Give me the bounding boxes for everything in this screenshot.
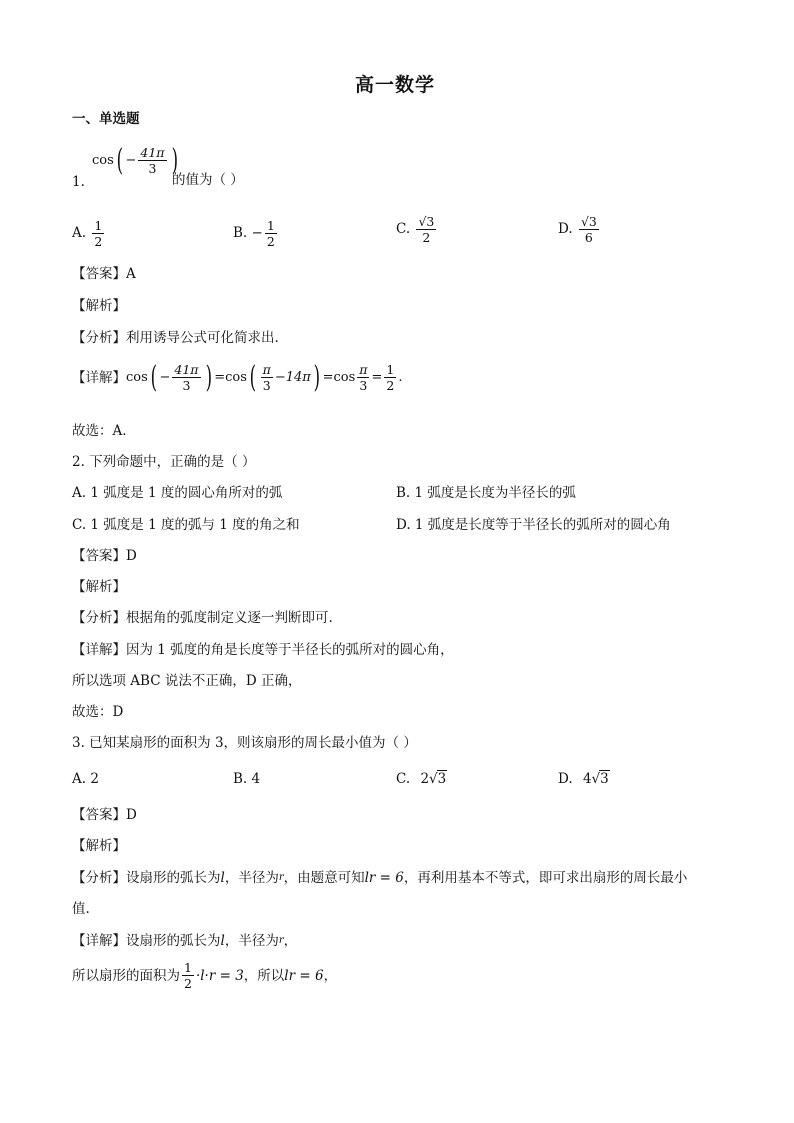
option-d-value: $\frac{√3}{6}$ [580,214,597,245]
minus-sign: − [125,153,137,168]
question-1-tail: 的值为（ ） [172,172,244,188]
section-heading: 一、单选题 [72,111,140,127]
fenxi-line-2: 值. [72,901,90,917]
fraction: $\frac{41\pi}{3}$ [140,145,165,176]
answer-line: 【答案】A [72,266,136,282]
question-1-expression [92,142,180,178]
option-c: C. $\frac{√3}{2}$ [396,214,435,245]
answer-line: 【答案】D [72,807,137,823]
option-a: A. 1 弧度是 1 度的圆心角所对的弧 [72,485,283,501]
option-a: A. $\frac{1}{2}$ [72,218,103,249]
detail-line: 【详解】因为 1 弧度的角是长度等于半径长的弧所对的圆心角， [72,642,454,658]
question-2-stem: 2. 下列命题中，正确的是（ ） [72,454,256,470]
choose-line: 故选：A. [72,423,127,439]
option-b: B. 1 弧度是长度为半径长的弧 [396,485,576,501]
option-d: D. 4√3 [558,771,609,787]
option-d: D. $\frac{√3}{6}$ [558,214,597,245]
detail-line-2: 所以选项 ABC 说法不正确，D 正确， [72,673,302,689]
choose-line: 故选：D [72,704,124,720]
fenxi-line: 【分析】根据角的弧度制定义逐一判断即可. [72,610,333,626]
analysis-label: 【解析】 [72,298,126,314]
question-3-stem: 3. 已知某扇形的面积为 3，则该扇形的周长最小值为（ ） [72,735,417,751]
option-a-value: $\frac{1}{2}$ [94,218,103,249]
detail-expression: cos ( − $\frac{41\pi}{3}$ ) = cos ( $\frac{\pi}{3}$ −14π ) = cos $\frac{\pi}{3}$ = $\frac{1}{2}$ . [126,359,403,395]
option-b: B. − $\frac{1}{2}$ [233,218,275,249]
question-number: 1. [72,174,85,190]
cos-func: cos [92,153,114,168]
option-b-value: $\frac{1}{2}$ [266,218,275,249]
option-c-value: $\frac{√3}{2}$ [418,214,435,245]
fenxi-line: 【分析】利用诱导公式可化简求出. [72,330,279,346]
option-c: C. 2√3 [396,771,447,787]
left-paren: ( [116,142,123,178]
detail-line: 【详解】设扇形的弧长为l，半径为$^r$， [72,933,298,949]
detail-line: 【详解】 cos ( − $\frac{41\pi}{3}$ ) = cos ( $\frac{\pi}{3}$ −14π ) = cos $\frac{\pi}{3}$ = $\frac{1}{2}$ . [72,359,403,395]
option-b: B. 4 [233,771,261,787]
option-d: D. 1 弧度是长度等于半径长的弧所对的圆心角 [396,517,671,533]
answer-line: 【答案】D [72,548,137,564]
analysis-label: 【解析】 [72,579,126,595]
option-a: A. 2 [72,771,99,787]
option-c: C. 1 弧度是 1 度的弧与 1 度的角之和 [72,517,300,533]
analysis-label: 【解析】 [72,838,126,854]
page-title: 高一数学 [355,74,436,96]
fenxi-line: 【分析】设扇形的弧长为l，半径为$^r$，由题意可知lr = 6，再利用基本不等式，即可求出扇形的周长最小 [72,870,688,886]
area-line: 所以扇形的面积为 $\frac{1}{2}$ ·l·r = 3 ，所以 lr = 6 ， [72,960,338,991]
right-paren: ) [171,142,178,178]
